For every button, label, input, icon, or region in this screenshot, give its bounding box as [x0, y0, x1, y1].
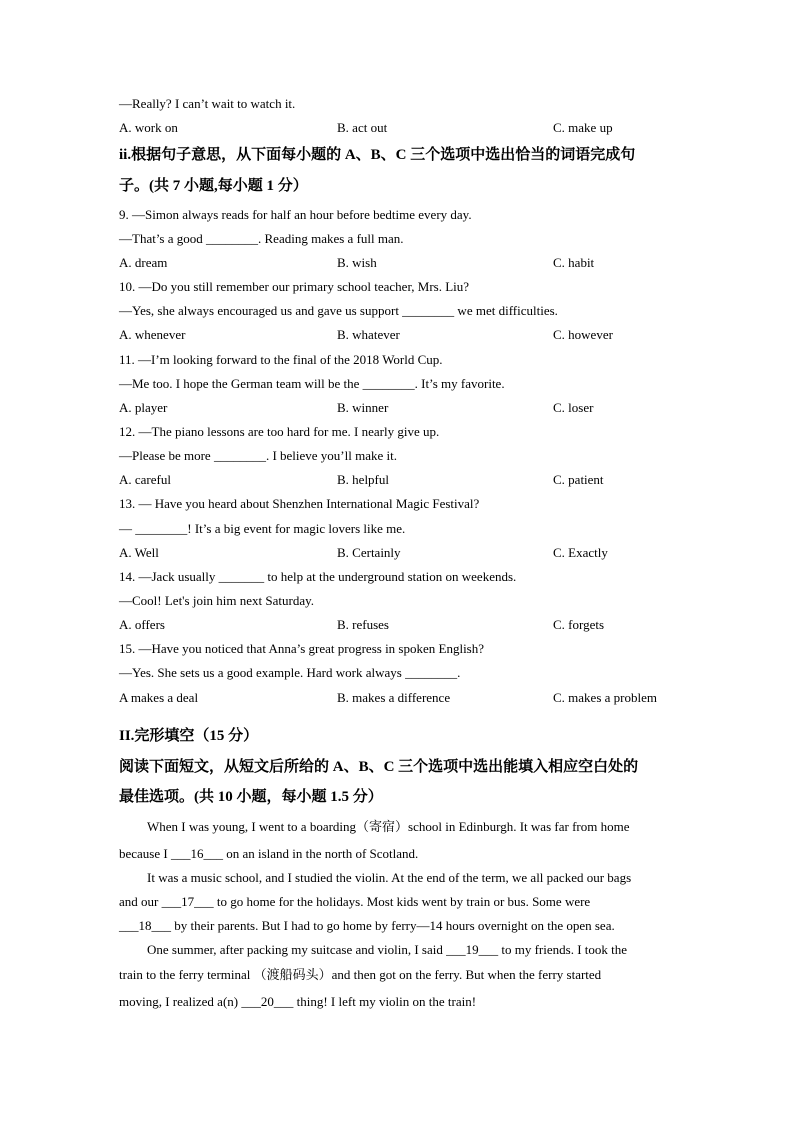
- question-response: —Me too. I hope the German team will be the ________. It’s my favorite.: [119, 376, 505, 391]
- option-c: C. however: [553, 327, 613, 342]
- passage-line: [119, 994, 679, 1010]
- passage-line: It was a music school, and I studied the violin. At the end of the term, we all packed our bags: [147, 870, 632, 885]
- question-stem: 11. —I’m looking forward to the final of the 2018 World Cup.: [119, 352, 443, 367]
- question-stem: 10. —Do you still remember our primary school teacher, Mrs. Liu?: [119, 279, 470, 294]
- passage-line: [119, 894, 679, 910]
- passage-text: and our: [119, 894, 162, 909]
- blank-20: ___20___: [241, 994, 294, 1009]
- option-b: B. wish: [337, 255, 377, 270]
- passage-line: [119, 918, 679, 934]
- option-c: C. make up: [553, 120, 613, 135]
- option-c: C. forgets: [553, 617, 605, 632]
- blank-16: ___16___: [170, 846, 223, 861]
- option-b: B. whatever: [337, 327, 400, 342]
- blank-18: ___18___: [119, 918, 171, 933]
- option-b: B. helpful: [337, 472, 389, 487]
- passage-text: by their parents. But I had to go home by ferry—14 hours overnight on the open sea.: [171, 918, 615, 933]
- passage-text: One summer, after packing my suitcase and violin, I said: [147, 942, 447, 957]
- option-b: B. refuses: [337, 617, 389, 632]
- question-response: —Yes, she always encouraged us and gave us support ________ we met difficulties.: [119, 303, 558, 318]
- option-a: A makes a deal: [119, 690, 199, 705]
- question-response: —Cool! Let's join him next Saturday.: [119, 593, 315, 608]
- option-b: B. Certainly: [337, 545, 401, 560]
- question-stem: 15. —Have you noticed that Anna’s great progress in spoken English?: [119, 641, 485, 656]
- blank-19: ___19___: [446, 942, 499, 957]
- option-c: C. Exactly: [553, 545, 608, 560]
- option-a: A. player: [119, 400, 168, 415]
- question-response: —Yes. She sets us a good example. Hard work always ________.: [119, 665, 461, 680]
- passage-line: train to the ferry terminal （渡船码头）and then got on the ferry. But when the ferry started: [119, 967, 602, 982]
- blank-17: ___17___: [161, 894, 214, 909]
- question-response: —Please be more ________. I believe you’ll make it.: [119, 448, 397, 463]
- section-heading-cont: 子。(共 7 小题,每小题 1 分）: [119, 178, 308, 194]
- question-response: —That’s a good ________. Reading makes a full man.: [119, 231, 404, 246]
- section-instructions-cont: 最佳选项。(共 10 小题，每小题 1.5 分）: [119, 789, 383, 805]
- section-instructions: 阅读下面短文，从短文后所给的 A、B、C 三个选项中选出能填入相应空白处的: [119, 759, 639, 775]
- option-a: A. offers: [119, 617, 165, 632]
- passage-text: thing! I left my violin on the train!: [293, 994, 477, 1009]
- question-stem: 14. —Jack usually _______ to help at the underground station on weekends.: [119, 569, 517, 584]
- option-b: B. act out: [337, 120, 388, 135]
- question-stem: 9. —Simon always reads for half an hour before bedtime every day.: [119, 207, 472, 222]
- option-a: A. careful: [119, 472, 171, 487]
- option-b: B. winner: [337, 400, 389, 415]
- option-c: C. makes a problem: [553, 690, 657, 705]
- passage-text: to my friends. I took the: [498, 942, 628, 957]
- option-a: A. work on: [119, 120, 178, 135]
- question-response: — ________! It’s a big event for magic lovers like me.: [119, 521, 406, 536]
- passage-line: [119, 942, 707, 958]
- passage-text: on an island in the north of Scotland.: [222, 846, 419, 861]
- option-a: A. Well: [119, 545, 159, 560]
- question-stem: 13. — Have you heard about Shenzhen International Magic Festival?: [119, 496, 480, 511]
- question-stem: 12. —The piano lessons are too hard for me. I nearly give up.: [119, 424, 440, 439]
- passage-line: [119, 846, 679, 862]
- passage-text: because I: [119, 846, 171, 861]
- reply-line: —Really? I can’t wait to watch it.: [119, 96, 296, 111]
- option-a: A. whenever: [119, 327, 186, 342]
- passage-text: to go home for the holidays. Most kids went by train or bus. Some were: [213, 894, 591, 909]
- option-c: C. habit: [553, 255, 595, 270]
- option-b: B. makes a difference: [337, 690, 451, 705]
- passage-line: When I was young, I went to a boarding（寄宿）school in Edinburgh. It was far from home: [147, 819, 630, 834]
- section-title: II.完形填空（15 分）: [119, 728, 259, 744]
- option-a: A. dream: [119, 255, 168, 270]
- option-c: C. patient: [553, 472, 604, 487]
- passage-text: moving, I realized a(n): [119, 994, 242, 1009]
- section-heading: ii.根据句子意思，从下面每小题的 A、B、C 三个选项中选出恰当的词语完成句: [119, 147, 636, 163]
- option-c: C. loser: [553, 400, 594, 415]
